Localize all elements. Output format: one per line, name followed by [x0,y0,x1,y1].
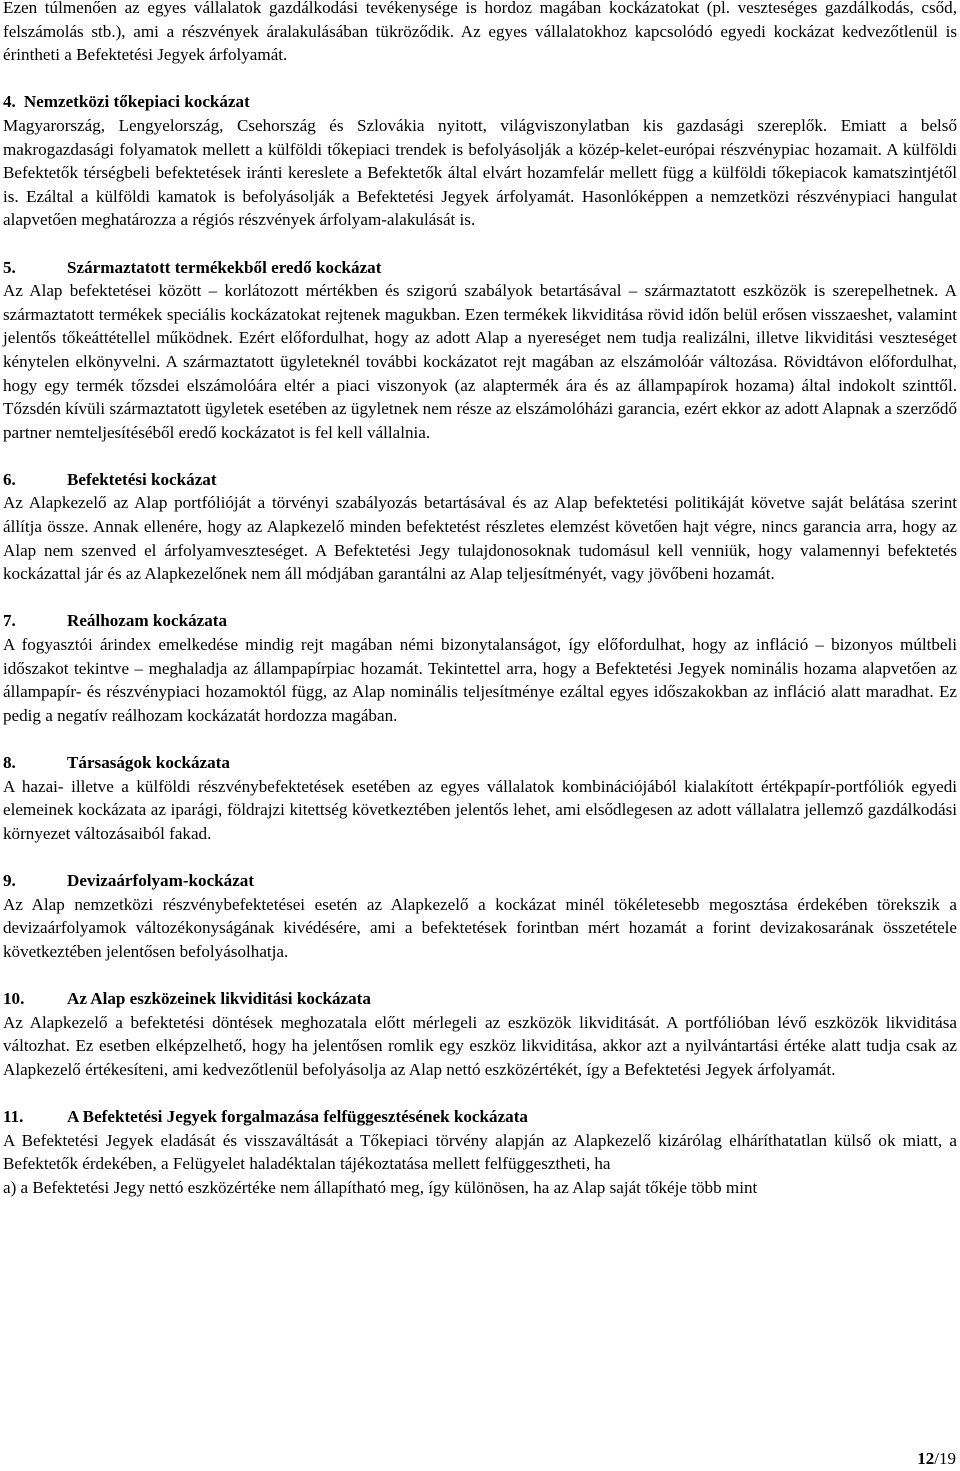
section-title: Reálhozam kockázata [67,611,227,631]
section-number: 5. [3,257,16,277]
section-title: A Befektetési Jegyek forgalmazása felfüggesztésének kockázata [67,1106,528,1126]
section-number: 6. [3,469,16,489]
section-body: Az Alap nemzetközi részvénybefektetései esetén az Alapkezelő a kockázat minél tökéletesebb megosztása érdekében törekszik a devizaárfolyamok változékonyságának kivédésére, ami a befektetések forintban mért hozamát a forint devizakosarának összetétele következtében jelentősen befolyásolhatja. [3,894,957,961]
section-9 [3,869,957,963]
section-body: A hazai- illetve a külföldi részvénybefektetések esetében az egyes vállalatok kombinációjából kialakított értékpapír-portfóliók egyedi elemeinek kockázata az iparági, földrajzi kitettség következtében jelentős lehet, ami elsődlegesen az adott vállalatra jellemző gazdálkodási környezet változásaiból fakad. [3,776,957,843]
section-title: Befektetési kockázat [67,469,217,489]
document-body [3,0,957,1199]
current-page-number: 12 [917,1449,935,1468]
page-number [917,1449,956,1469]
section-heading [3,1105,957,1129]
section-title: Nemzetközi tőkepiaci kockázat [23,92,250,112]
list-item-a: a) a Befektetési Jegy nettó eszközértéke nem állapítható meg, így különösen, ha az Alap saját tőkéje több mint [3,1177,758,1197]
section-heading [3,256,957,280]
section-title: Társaságok kockázata [67,753,230,772]
section-heading [3,609,957,633]
section-heading [3,90,957,114]
section-body: Az Alapkezelő az Alap portfólióját a törvényi szabályozás betartásával és az Alap befektetési politikáját követve saját belátása szerint állítja össze. Annak ellenére, hogy az Alapkezelő minden befektetést részletes elemzést követően hajt végre, nincs garancia arra, hogy az Alap nem szenved el árfolyamveszteséget. A Befektetési Jegy tulajdonosoknak tudomásul kell venniük, hogy valamennyi befektetés kockázattal jár és az Alapkezelőnek nem áll módjában garantálni az Alap teljesítményét, vagy jövőbeni hozamát. [3,493,957,584]
section-heading [3,751,957,775]
section-body: Az Alapkezelő a befektetési döntések meghozatala előtt mérlegeli az eszközök likviditását. A portfólióban lévő eszközök likviditása változhat. Ez esetben elképzelhető, hogy ha jelentősen romlik egy eszköz likviditása, akkor azt a nyilvántartási értéke alatt tudja csak az Alapkezelő értékesíteni, ami kedvezőtlenül befolyásolja az Alap nettó eszközértékét, így a Befektetési Jegyek árfolyamát. [3,1012,957,1079]
section-heading [3,869,957,893]
section-number: 4. [3,92,16,112]
intro-paragraph: Ezen túlmenően az egyes vállalatok gazdálkodási tevékenysége is hordoz magában kockázatokat (pl. veszteséges gazdálkodás, csőd, felszámolás stb.), ami a részvények áralakulásában tükröződik. Az egyes vállalatokhoz kapcsolódó egyedi kockázat kedvezőtlenül is érintheti a Befektetési Jegyek árfolyamát. [3,0,957,65]
section-body: Az Alap befektetései között – korlátozott mértékben és szigorú szabályok betartásával – származtatott eszközök is szerepelhetnek. A származtatott termékek speciális kockázatokat rejtenek magukban. Ezen termékek likviditása rövid időn belül erősen visszaeshet, valamint jelentős tőkeáttétellel működnek. Ezért előfordulhat, hogy az adott Alap a nyereséget nem tudja realizálni, illetve likviditási veszteséget kénytelen elkönyvelni. A származtatott ügyleteknél további kockázatot rejt magában az elszámolóár változása. Rövidtávon előfordulhat, hogy egy termék tőzsdei elszámolóára eltér a piaci viszonyok (az alaptermék ára és az állampapírok hozama) által indokolt szinttől. Tőzsdén kívüli származtatott ügyletek esetében az ügyletnek nem része az elszámolóházi garancia, ezért ekkor az adott Alapnak a szerződő partner nemteljesítéséből eredő kockázatot is fel kell vállalnia. [3,281,957,442]
section-8 [3,751,957,845]
section-title: Devizaárfolyam-kockázat [67,870,255,890]
section-title: Az Alap eszközeinek likviditási kockázata [67,988,371,1008]
section-number: 8. [3,753,16,772]
section-4 [3,90,957,232]
section-number: 7. [3,611,16,631]
section-10 [3,987,957,1081]
section-5 [3,256,957,445]
section-heading [3,468,957,492]
section-6 [3,468,957,586]
section-number: 11. [3,1106,24,1126]
total-pages: /19 [934,1449,956,1468]
section-number: 10. [3,988,25,1008]
section-heading [3,987,957,1011]
section-number: 9. [3,870,16,890]
section-body: A fogyasztói árindex emelkedése mindig rejt magában némi bizonytalanságot, így előfordulhat, hogy az infláció – bizonyos múltbeli időszakot tekintve – meghaladja az állampapírpiac hozamát. Tekintettel arra, hogy a Befektetési Jegyek nominális hozama alapvetően az állampapír- és részvénypiaci hozamoktól függ, az Alap nominális teljesítménye ezáltal egyes időszakokban az infláció alatt maradhat. Ez pedig a negatív reálhozam kockázatát hordozza magában. [3,635,957,725]
section-7 [3,609,957,727]
section-11 [3,1105,957,1176]
section-title: Származtatott termékekből eredő kockázat [67,257,382,277]
section-body: A Befektetési Jegyek eladását és visszaváltását a Tőkepiaci törvény alapján az Alapkezelő kizárólag elháríthatatlan külső ok miatt, a Befektetők érdekében, a Felügyelet haladéktalan tájékoztatása mellett felfüggesztheti, ha [3,1130,957,1174]
section-body: Magyarország, Lengyelország, Csehország és Szlovákia nyitott, világviszonylatban kis gazdasági szereplők. Emiatt a belső makrogazdasági folyamatok mellett a külföldi tőkepiaci trendek is befolyásolják a közép-kelet-európai részvénypiac hozamait. A külföldi Befektetők térségbeli befektetések iránti kereslete a Befektetők által elvárt hozamfelár mellett függ a külföldi tőkepiacok kamatszintjétől is. Ezáltal a külföldi kamatok is befolyásolják a Befektetési Jegyek árfolyamát. Hasonlóképpen a nemzetközi részvénypiaci hangulat alapvetően meghatározza a régiós részvények árfolyam-alakulását is. [3,115,957,230]
